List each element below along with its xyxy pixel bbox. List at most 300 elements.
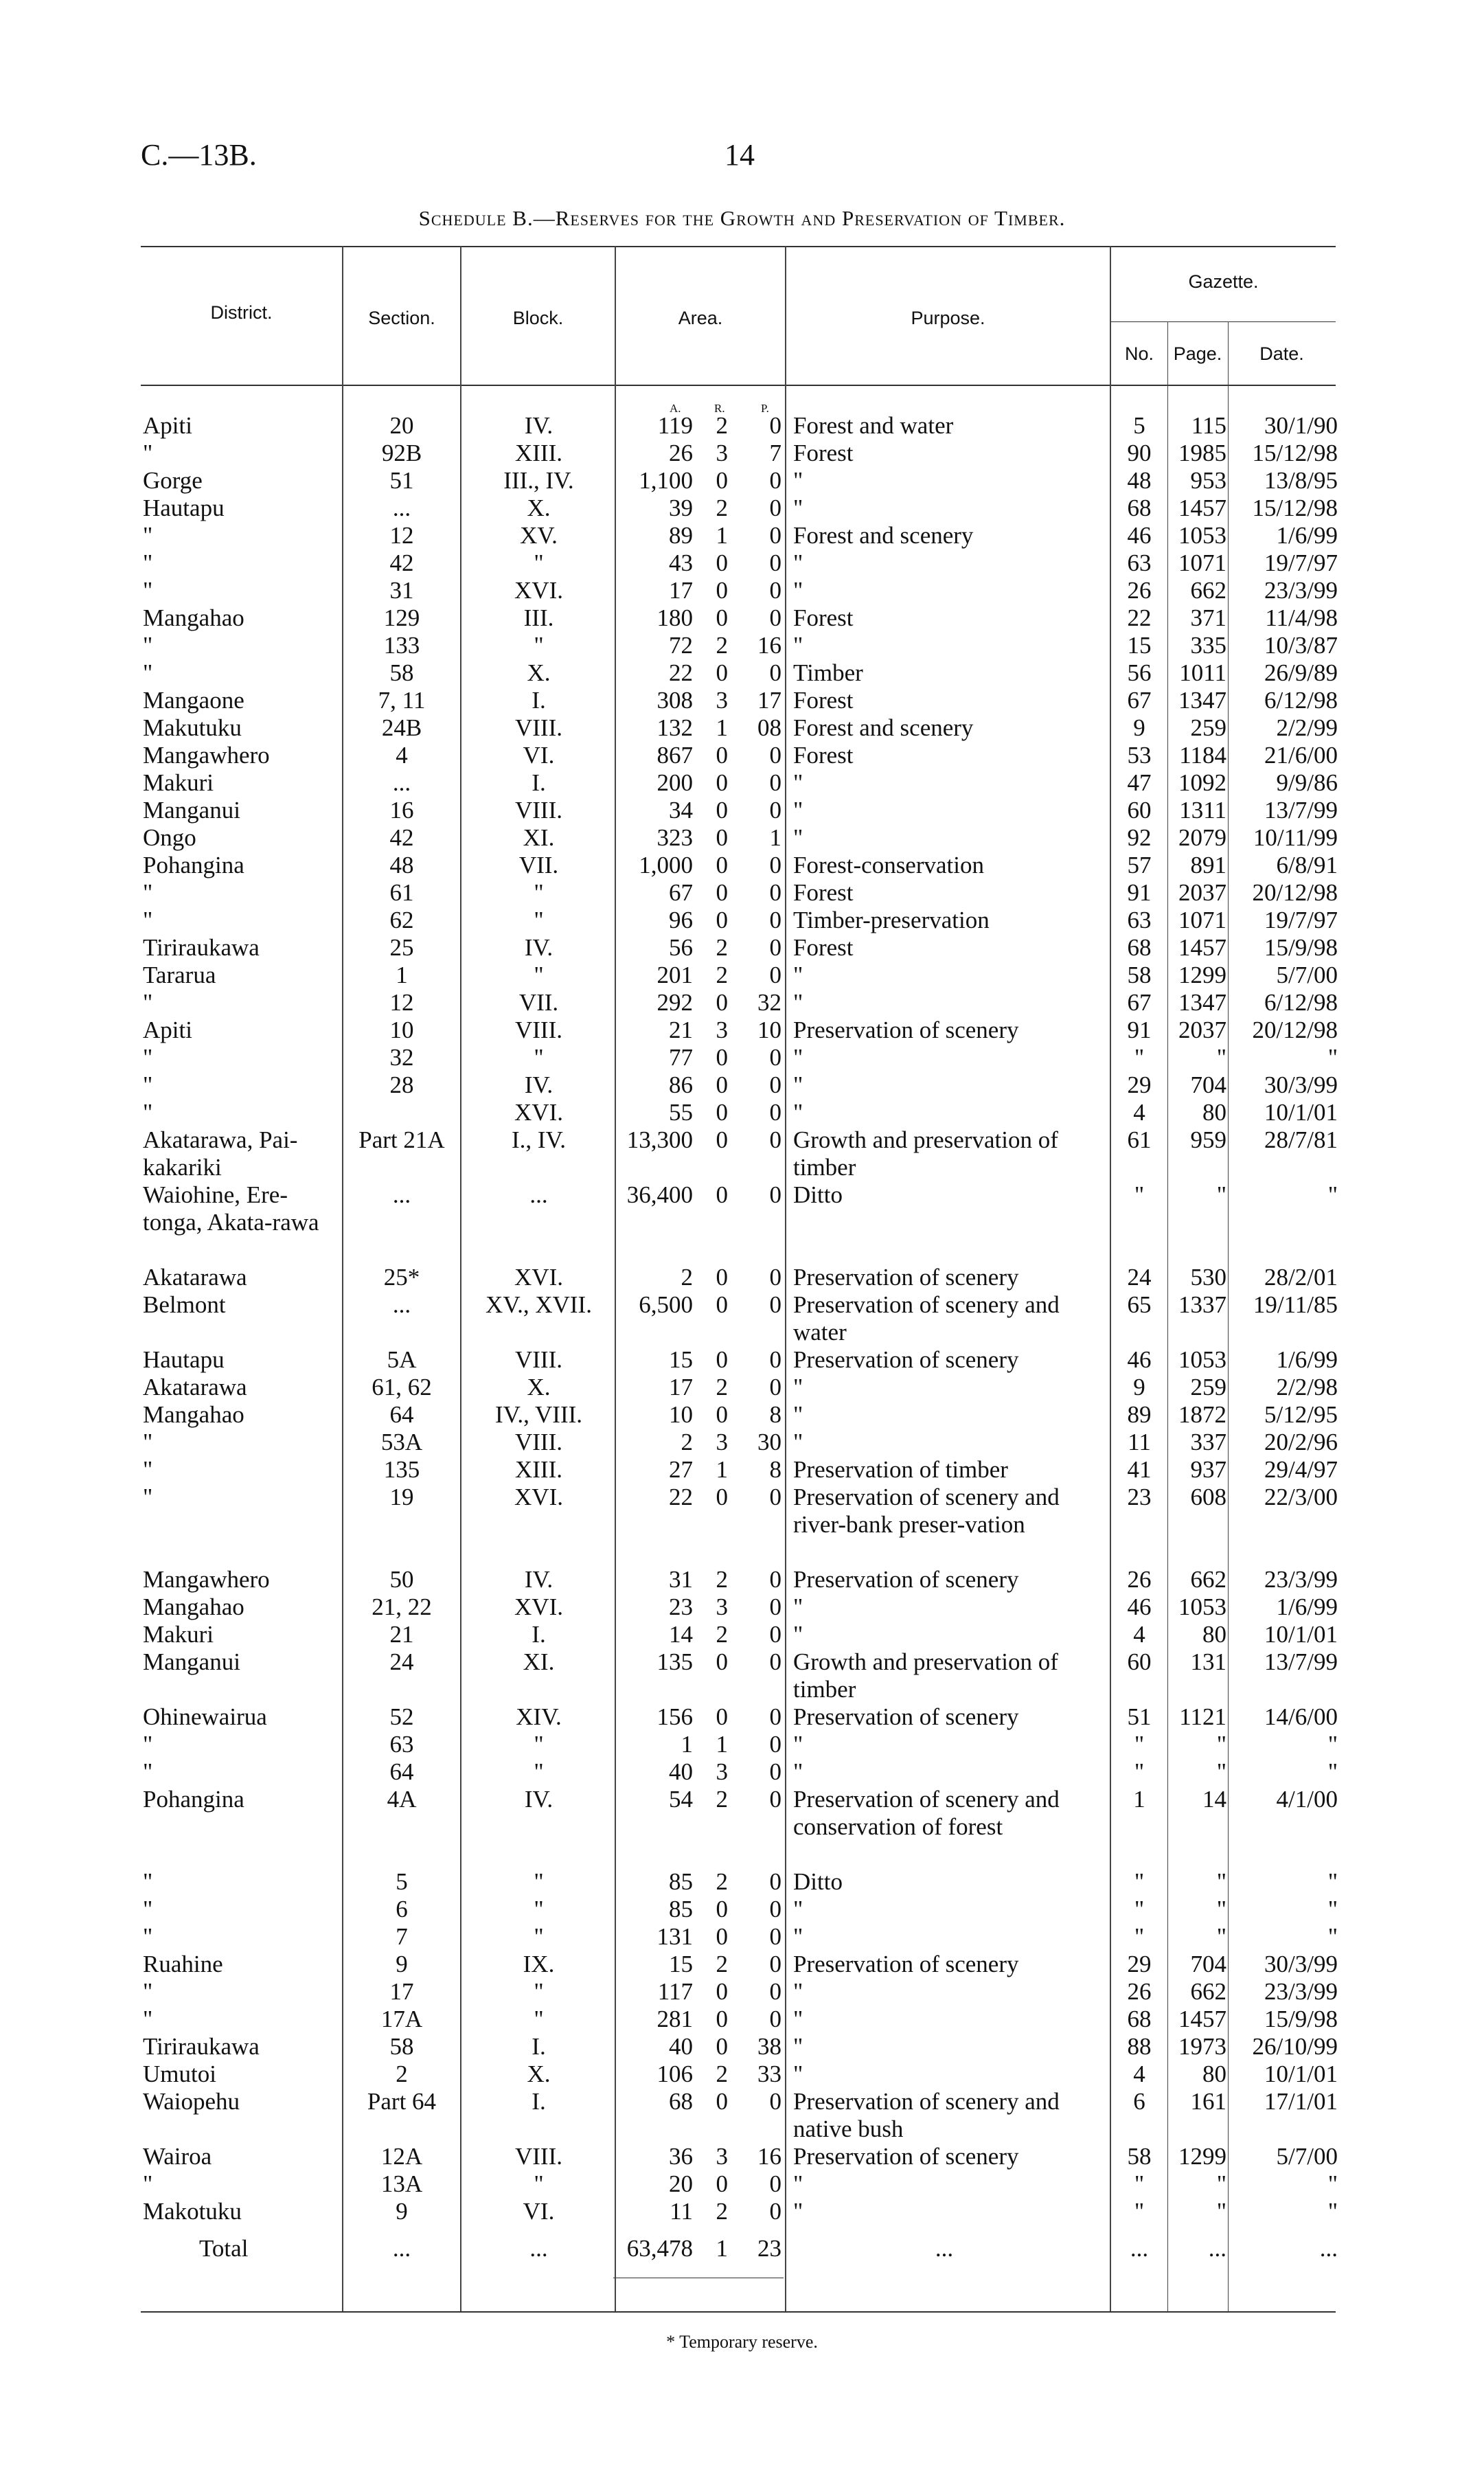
area-perches-cell: 0	[769, 604, 781, 631]
area-acres-cell: 17	[669, 1374, 693, 1400]
gazette-date-cell: 23/3/99	[1264, 1566, 1338, 1593]
gazette-no-cell: 46	[1127, 1593, 1152, 1620]
area-perches-cell: 0	[769, 1978, 781, 2005]
area-acres-cell: 106	[657, 2061, 693, 2087]
gazette-date-cell: 11/4/98	[1265, 604, 1338, 631]
block-cell: XV., XVII.	[486, 1291, 592, 1318]
gazette-no-cell: 60	[1127, 1648, 1152, 1675]
district-cell: Pohangina	[143, 1786, 244, 1813]
table-row	[0, 1071, 1484, 1099]
gazette-no-cell: "	[1134, 1044, 1145, 1071]
table-row	[0, 2143, 1484, 2170]
area-perches-cell: 0	[769, 1896, 781, 1922]
gazette-date-cell: 9/9/86	[1276, 769, 1338, 796]
district-cell: Hautapu	[143, 495, 225, 521]
table-row	[0, 1264, 1484, 1291]
header-gazette-no: No.	[1124, 343, 1154, 364]
section-cell: 50	[389, 1566, 414, 1593]
block-cell: "	[534, 1868, 544, 1895]
district-cell: Tiriraukawa	[143, 934, 260, 961]
header-gazette-page: Page.	[1173, 343, 1222, 364]
gazette-page-cell: 1347	[1178, 989, 1226, 1016]
purpose-cell: Forest-conservation	[793, 852, 984, 878]
gazette-page-cell: 80	[1202, 2061, 1226, 2087]
area-acres-cell: 40	[669, 1758, 693, 1785]
purpose-cell: Preservation of scenery and river-bank preser-vation	[793, 1484, 1060, 1538]
area-acres-cell: 1,000	[639, 852, 693, 878]
gazette-page-cell: 14	[1202, 1786, 1226, 1813]
block-cell: IV.	[524, 1566, 553, 1593]
gazette-date-cell: "	[1327, 1181, 1338, 1208]
table-row	[0, 440, 1484, 467]
district-cell: Umutoi	[143, 2061, 216, 2087]
gazette-date-cell: 10/1/01	[1264, 1099, 1338, 1126]
section-cell: 4	[396, 742, 408, 769]
district-cell: Makuri	[143, 769, 214, 796]
block-cell: "	[534, 1896, 544, 1922]
district-cell: "	[143, 1071, 153, 1098]
table-row	[0, 852, 1484, 879]
area-roods-cell: 3	[716, 440, 728, 466]
block-cell: IV.	[524, 412, 553, 439]
district-cell: "	[143, 907, 153, 933]
block-cell: ...	[529, 1181, 548, 1208]
table-row	[0, 879, 1484, 907]
total-no: ...	[1130, 2235, 1149, 2262]
district-cell: Waiohine, Ere-tonga, Akata-rawa	[143, 1181, 319, 1236]
gazette-date-cell: 28/2/01	[1264, 1264, 1338, 1291]
section-cell: 58	[389, 659, 414, 686]
area-acres-cell: 2	[681, 1264, 693, 1291]
purpose-cell: "	[793, 1044, 803, 1071]
block-cell: "	[534, 632, 544, 659]
area-acres-cell: 180	[657, 604, 693, 631]
section-cell: 7, 11	[378, 687, 426, 714]
block-cell: IV.	[524, 1071, 553, 1098]
block-cell: XVI.	[514, 1593, 563, 1620]
area-perches-cell: 0	[769, 852, 781, 878]
block-cell: X.	[527, 495, 551, 521]
area-perches-cell: 0	[769, 962, 781, 988]
section-cell: 135	[383, 1456, 420, 1483]
table-row	[0, 1401, 1484, 1429]
area-perches-cell: 0	[769, 1044, 781, 1071]
table-row	[0, 549, 1484, 577]
gazette-date-cell: 10/11/99	[1253, 824, 1338, 851]
table-row	[0, 1978, 1484, 2006]
purpose-cell: "	[793, 549, 803, 576]
gazette-page-cell: 1011	[1179, 659, 1226, 686]
area-roods-cell: 3	[716, 1017, 728, 1043]
area-perches-cell: 0	[769, 907, 781, 933]
table-row	[0, 962, 1484, 989]
gazette-page-cell: "	[1216, 1896, 1226, 1922]
section-cell: 1	[396, 962, 408, 988]
district-cell: Makotuku	[143, 2198, 242, 2225]
gazette-page-cell: "	[1216, 1181, 1226, 1208]
gazette-date-cell: "	[1327, 1758, 1338, 1785]
area-roods-cell: 1	[716, 1456, 728, 1483]
gazette-page-cell: 2079	[1178, 824, 1226, 851]
gazette-no-cell: 63	[1127, 549, 1152, 576]
section-cell: 32	[389, 1044, 414, 1071]
gazette-no-cell: "	[1134, 1896, 1145, 1922]
block-cell: VIII.	[515, 1429, 562, 1455]
district-cell: "	[143, 1758, 153, 1785]
gazette-page-cell: "	[1216, 2198, 1226, 2225]
section-cell: Part 21A	[358, 1126, 445, 1153]
block-cell: III.	[523, 604, 554, 631]
section-cell: 9	[396, 2198, 408, 2225]
area-roods-cell: 0	[716, 2006, 728, 2032]
area-acres-cell: 86	[669, 1071, 693, 1098]
gazette-date-cell: 30/3/99	[1264, 1951, 1338, 1977]
header-district: District.	[210, 302, 273, 323]
table-row	[0, 1868, 1484, 1896]
gazette-date-cell: "	[1327, 2170, 1338, 2197]
header-gazette: Gazette.	[1188, 271, 1259, 292]
area-perches-cell: 0	[769, 797, 781, 824]
section-cell: 92B	[381, 440, 422, 466]
gazette-no-cell: 46	[1127, 522, 1152, 549]
section-cell: 17A	[380, 2006, 423, 2032]
block-cell: XVI.	[514, 1264, 563, 1291]
district-cell: "	[143, 1456, 153, 1483]
section-cell: 24	[389, 1648, 414, 1675]
table-row	[0, 1621, 1484, 1648]
block-cell: "	[534, 962, 544, 988]
gazette-page-cell: 891	[1190, 852, 1226, 878]
purpose-cell: Timber-preservation	[793, 907, 990, 933]
district-cell: Wairoa	[143, 2143, 212, 2170]
area-acres-cell: 20	[669, 2170, 693, 2197]
gazette-no-cell: 67	[1127, 989, 1152, 1016]
area-roods-cell: 0	[716, 1703, 728, 1730]
gazette-no-cell: 89	[1127, 1401, 1152, 1428]
purpose-cell: "	[793, 2170, 803, 2197]
area-perches-cell: 0	[769, 1786, 781, 1813]
area-acres-cell: 68	[669, 2088, 693, 2115]
gazette-date-cell: "	[1327, 2198, 1338, 2225]
area-perches-cell: 0	[769, 522, 781, 549]
table-row	[0, 742, 1484, 769]
gazette-no-cell: 5	[1133, 412, 1145, 439]
gazette-date-cell: 5/7/00	[1276, 2143, 1338, 2170]
area-perches-cell: 0	[769, 1648, 781, 1675]
purpose-cell: Preservation of scenery	[793, 1951, 1019, 1977]
area-roods-cell: 1	[716, 1731, 728, 1758]
gazette-no-cell: 23	[1127, 1484, 1152, 1510]
gazette-no-cell: 4	[1133, 2061, 1145, 2087]
purpose-cell: Forest	[793, 879, 854, 906]
area-roods-cell: 0	[716, 2088, 728, 2115]
area-perches-cell: 0	[769, 742, 781, 769]
area-perches-cell: 0	[769, 1099, 781, 1126]
section-cell: 133	[383, 632, 420, 659]
district-cell: Manganui	[143, 1648, 240, 1675]
gazette-date-cell: "	[1327, 1896, 1338, 1922]
block-cell: IV., VIII.	[494, 1401, 583, 1428]
area-perches-cell: 0	[769, 1071, 781, 1098]
table-body	[0, 412, 1484, 2273]
gazette-page-cell: "	[1216, 2170, 1226, 2197]
block-cell: "	[534, 2170, 544, 2197]
block-cell: VII.	[518, 989, 559, 1016]
gazette-no-cell: 67	[1127, 687, 1152, 714]
purpose-cell: Preservation of scenery	[793, 1264, 1019, 1291]
table-row	[0, 1786, 1484, 1868]
area-roods-cell: 2	[716, 495, 728, 521]
gazette-no-cell: 15	[1127, 632, 1152, 659]
block-cell: IV.	[524, 1786, 553, 1813]
area-roods-cell: 0	[716, 852, 728, 878]
gazette-page-cell: 1053	[1178, 522, 1226, 549]
section-cell: 5	[396, 1868, 408, 1895]
district-cell: "	[143, 1923, 153, 1950]
total-block: ...	[529, 2235, 548, 2262]
area-roods-cell: 0	[716, 467, 728, 494]
area-perches-cell: 0	[769, 1868, 781, 1895]
footnote: * Temporary reserve.	[666, 2332, 818, 2352]
district-cell: "	[143, 1896, 153, 1922]
area-perches-cell: 0	[769, 1484, 781, 1510]
area-acres-cell: 85	[669, 1896, 693, 1922]
area-acres-cell: 22	[669, 659, 693, 686]
area-acres-cell: 14	[669, 1621, 693, 1648]
area-perches-cell: 0	[769, 879, 781, 906]
table-bottom-rule	[141, 2311, 1336, 2313]
area-roods-cell: 2	[716, 934, 728, 961]
area-perches-cell: 0	[769, 659, 781, 686]
gazette-page-cell: 80	[1202, 1621, 1226, 1648]
gazette-date-cell: 30/1/90	[1264, 412, 1338, 439]
gazette-date-cell: 10/1/01	[1264, 1621, 1338, 1648]
gazette-date-cell: 1/6/99	[1276, 522, 1338, 549]
table-top-rule	[141, 246, 1336, 247]
block-cell: "	[534, 1978, 544, 2005]
area-roods-cell: 0	[716, 742, 728, 769]
district-cell: Akatarawa, Pai-kakariki	[143, 1126, 298, 1181]
area-perches-cell: 0	[769, 2198, 781, 2225]
purpose-cell: "	[793, 1593, 803, 1620]
purpose-cell: "	[793, 495, 803, 521]
table-row	[0, 2088, 1484, 2143]
gazette-no-cell: 24	[1127, 1264, 1152, 1291]
area-acres-cell: 867	[657, 742, 693, 769]
gazette-page-cell: "	[1216, 1868, 1226, 1895]
section-cell: 17	[389, 1978, 414, 2005]
table-row	[0, 1181, 1484, 1264]
table-row	[0, 1896, 1484, 1923]
gazette-no-cell: 65	[1127, 1291, 1152, 1318]
block-cell: "	[534, 549, 544, 576]
gazette-date-cell: 22/3/00	[1264, 1484, 1338, 1510]
section-cell: 51	[389, 467, 414, 494]
area-perches-cell: 38	[757, 2033, 781, 2060]
gazette-no-cell: "	[1134, 1923, 1145, 1950]
table-row	[0, 659, 1484, 687]
area-perches-cell: 0	[769, 1181, 781, 1208]
purpose-cell: Growth and preservation of timber	[793, 1648, 1058, 1703]
gazette-date-cell: 4/1/00	[1276, 1786, 1338, 1813]
area-acres-cell: 54	[669, 1786, 693, 1813]
area-acres-cell: 67	[669, 879, 693, 906]
gazette-no-cell: 58	[1127, 962, 1152, 988]
table-row	[0, 1346, 1484, 1374]
area-acres-cell: 201	[657, 962, 693, 988]
area-perches-cell: 8	[769, 1401, 781, 1428]
area-acres-cell: 1,100	[639, 467, 693, 494]
gazette-page-cell: 953	[1190, 467, 1226, 494]
table-row	[0, 1456, 1484, 1484]
gazette-page-cell: 80	[1202, 1099, 1226, 1126]
block-cell: I., IV.	[511, 1126, 567, 1153]
section-cell: ...	[392, 495, 411, 521]
area-perches-cell: 0	[769, 1126, 781, 1153]
block-cell: "	[534, 1758, 544, 1785]
table-row	[0, 797, 1484, 824]
schedule-title: Schedule B.—Reserves for the Growth and Preservation of Timber.	[418, 206, 1066, 230]
section-cell: 2	[396, 2061, 408, 2087]
area-perches-cell: 0	[769, 2170, 781, 2197]
gazette-date-cell: 17/1/01	[1264, 2088, 1338, 2115]
header-block: Block.	[512, 308, 564, 328]
purpose-cell: "	[793, 1401, 803, 1428]
table-row	[0, 412, 1484, 440]
section-cell: ...	[392, 1291, 411, 1318]
gazette-no-cell: "	[1134, 1868, 1145, 1895]
area-perches-cell: 17	[757, 687, 781, 714]
area-acres-cell: 43	[669, 549, 693, 576]
block-cell: VIII.	[515, 1346, 562, 1373]
area-perches-cell: 0	[769, 1291, 781, 1318]
gazette-date-cell: 19/7/97	[1264, 907, 1338, 933]
gazette-page-cell: "	[1216, 1758, 1226, 1785]
gazette-date-cell: 13/8/95	[1264, 467, 1338, 494]
gazette-no-cell: 9	[1133, 714, 1145, 741]
gazette-no-cell: 41	[1127, 1456, 1152, 1483]
table-row	[0, 989, 1484, 1017]
header-purpose: Purpose.	[911, 308, 985, 328]
section-cell: 4A	[387, 1786, 417, 1813]
gazette-date-cell: 1/6/99	[1276, 1346, 1338, 1373]
gazette-no-cell: 68	[1127, 495, 1152, 521]
table-row	[0, 1731, 1484, 1758]
district-cell: Mangaone	[143, 687, 244, 714]
table-row	[0, 495, 1484, 522]
area-acres-cell: 156	[657, 1703, 693, 1730]
district-cell: Akatarawa	[143, 1374, 247, 1400]
district-cell: "	[143, 577, 153, 604]
gazette-no-cell: 63	[1127, 907, 1152, 933]
area-roods-cell: 0	[716, 1484, 728, 1510]
purpose-cell: Preservation of scenery	[793, 1703, 1019, 1730]
block-cell: XVI.	[514, 1099, 563, 1126]
block-cell: I.	[532, 1621, 546, 1648]
section-cell: 48	[389, 852, 414, 878]
gazette-date-cell: 2/2/98	[1276, 1374, 1338, 1400]
gazette-page-cell: 1121	[1179, 1703, 1226, 1730]
purpose-cell: "	[793, 797, 803, 824]
gazette-page-cell: 2037	[1178, 1017, 1226, 1043]
district-cell: Ohinewairua	[143, 1703, 267, 1730]
area-roods-cell: 0	[716, 1978, 728, 2005]
section-cell: 28	[389, 1071, 414, 1098]
area-perches-cell: 0	[769, 1703, 781, 1730]
block-cell: VII.	[518, 852, 559, 878]
area-roods-cell: 2	[716, 962, 728, 988]
block-cell: XIV.	[516, 1703, 562, 1730]
table-row	[0, 1703, 1484, 1731]
gazette-page-cell: 131	[1190, 1648, 1226, 1675]
gazette-page-cell: 1071	[1178, 549, 1226, 576]
area-roods-cell: 0	[716, 989, 728, 1016]
gazette-no-cell: 92	[1127, 824, 1152, 851]
gazette-no-cell: 1	[1133, 1786, 1145, 1813]
purpose-cell: "	[793, 2061, 803, 2087]
gazette-no-cell: "	[1134, 1181, 1145, 1208]
purpose-cell: "	[793, 1731, 803, 1758]
gazette-page-cell: 608	[1190, 1484, 1226, 1510]
purpose-cell: "	[793, 2198, 803, 2225]
area-roods-cell: 0	[716, 1099, 728, 1126]
area-roods-cell: 0	[716, 1896, 728, 1922]
section-cell: 21	[389, 1621, 414, 1648]
gazette-page-cell: 259	[1190, 714, 1226, 741]
district-cell: Gorge	[143, 467, 203, 494]
area-roods-cell: 1	[716, 714, 728, 741]
area-perches-cell: 10	[757, 1017, 781, 1043]
gazette-page-cell: 662	[1190, 1566, 1226, 1593]
purpose-cell: Preservation of timber	[793, 1456, 1008, 1483]
table-row	[0, 1951, 1484, 1978]
gazette-page-cell: 1985	[1178, 440, 1226, 466]
header-bottom-rule	[141, 385, 1336, 386]
area-acres-cell: 6,500	[639, 1291, 693, 1318]
area-perches-cell: 0	[769, 1374, 781, 1400]
section-cell: 64	[389, 1758, 414, 1785]
area-roods-cell: 0	[716, 659, 728, 686]
area-acres-cell: 56	[669, 934, 693, 961]
table-row	[0, 1923, 1484, 1951]
header-section: Section.	[368, 308, 435, 328]
table-row	[0, 2061, 1484, 2088]
gazette-no-cell: 57	[1127, 852, 1152, 878]
gazette-date-cell: 13/7/99	[1264, 1648, 1338, 1675]
section-cell: 64	[389, 1401, 414, 1428]
total-acres: 63,478	[626, 2235, 693, 2262]
district-cell: Mangawhero	[143, 742, 270, 769]
purpose-cell: Timber	[793, 659, 863, 686]
area-roods-cell: 0	[716, 1071, 728, 1098]
block-cell: I.	[532, 769, 546, 796]
area-perches-cell: 0	[769, 467, 781, 494]
block-cell: VIII.	[515, 714, 562, 741]
gazette-no-cell: 91	[1127, 1017, 1152, 1043]
section-cell: 20	[389, 412, 414, 439]
section-cell: 12A	[380, 2143, 423, 2170]
gazette-page-cell: 161	[1190, 2088, 1226, 2115]
gazette-no-cell: 4	[1133, 1621, 1145, 1648]
area-roods-cell: 0	[716, 1648, 728, 1675]
area-acres-cell: 117	[657, 1978, 693, 2005]
purpose-cell: Ditto	[793, 1868, 843, 1895]
district-cell: Akatarawa	[143, 1264, 247, 1291]
table-row	[0, 1099, 1484, 1126]
purpose-cell: "	[793, 1374, 803, 1400]
block-cell: VIII.	[515, 2143, 562, 2170]
gazette-page-cell: 1457	[1178, 934, 1226, 961]
